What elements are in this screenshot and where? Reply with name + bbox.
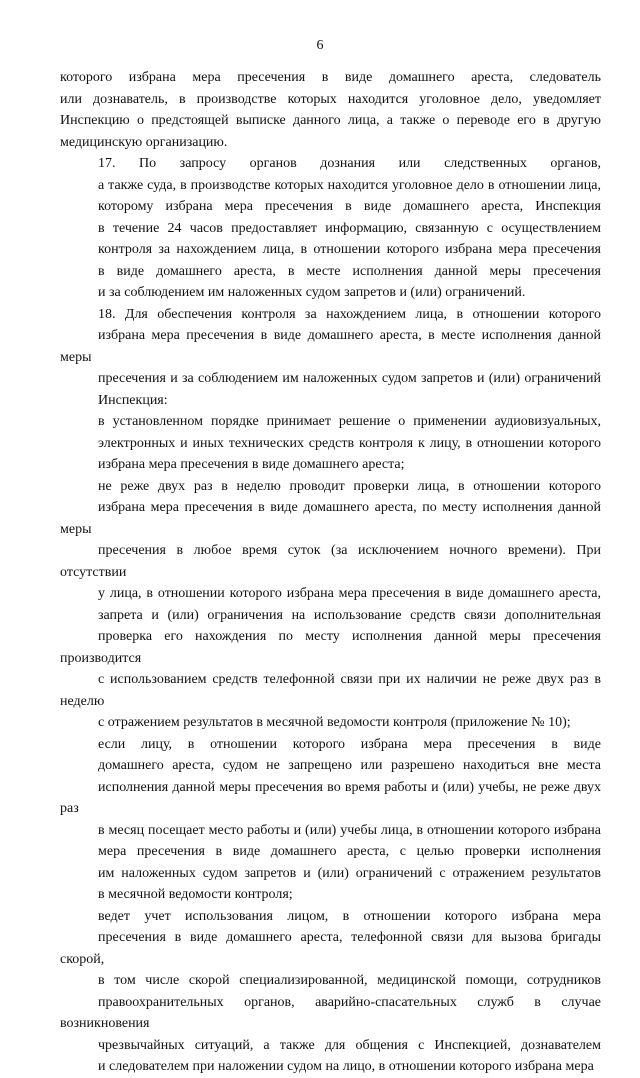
text-line: а также суда, в производстве которых находится уголовное дело в отношении лица, [98,177,601,193]
text-line: не реже двух раз в неделю проводит проверки лица, в отношении которого [98,478,601,494]
text-line: которого избрана мера пресечения в виде домашнего ареста, следователь [60,70,601,85]
paragraph [60,734,601,906]
text-line: проверка его нахождения по месту исполнения данной меры пресечения производится [60,629,601,666]
text-line: электронных и иных технических средств контроля к лицу, в отношении которого [98,435,601,451]
text-line: в установленном порядке принимает решение о применении аудиовизуальных, [98,414,601,429]
text-line: Инспекцию о предстоящей выписке данного лица, а также о переводе его в другую [60,113,601,128]
text-line: и за соблюдением им наложенных судом запретов и (или) ограничений. [98,285,526,300]
text-line: с использованием средств телефонной связи при их наличии не реже двух раз в неделю [60,672,601,709]
paragraph [60,411,601,476]
text-line: запрета и (или) ограничения на использование средств связи дополнительная [98,607,601,623]
text-line: контроля за нахождением лица, в отношении которого избрана мера пресечения [98,242,601,257]
text-line: 18. Для обеспечения контроля за нахождением лица, в отношении которого [98,306,601,322]
text-line: правоохранительных органов, аварийно-спасательных служб в случае возникновения [60,994,601,1031]
text-line: пресечения и за соблюдением им наложенных судом запретов и (или) ограничений [98,371,601,386]
text-line: и следователем при наложении судом на лицо, в отношении которого избрана мера [98,1059,594,1074]
paragraph [60,67,601,153]
text-line: в том числе скорой специализированной, медицинской помощи, сотрудников [98,973,601,988]
text-line: домашнего ареста, судом не запрещено или разрешено находиться вне места [98,758,601,773]
document-body [60,67,601,1078]
text-line: в месяц посещает место работы и (или) учебы лица, в отношении которого избрана [98,822,601,838]
paragraph [60,153,601,304]
text-line: избрана мера пресечения в виде домашнего ареста; [98,457,405,472]
text-line: мера пресечения в виде домашнего ареста, с целью проверки исполнения [98,844,601,859]
text-line: если лицу, в отношении которого избрана мера пресечения в виде [98,736,601,752]
text-line: Инспекция: [98,392,168,408]
text-line: пресечения в виде домашнего ареста, телефонной связи для вызова бригады скорой, [60,930,601,967]
text-line: чрезвычайных ситуаций, а также для общения с Инспекцией, дознавателем [98,1037,601,1053]
text-line: в виде домашнего ареста, в месте исполнения данной меры пресечения [98,263,601,279]
text-line: которому избрана мера пресечения в виде домашнего ареста, Инспекция [98,199,601,214]
text-line: избрана мера пресечения в виде домашнего ареста, по месту исполнения данной меры [60,500,601,537]
text-line: с отражением результатов в месячной ведомости контроля (приложение № 10); [98,715,571,730]
text-line: или дознаватель, в производстве которых находится уголовное дело, уведомляет [60,91,601,107]
paragraph [60,906,601,1078]
text-line: пресечения в любое время суток (за исключением ночного времени). При отсутствии [60,543,601,580]
text-line: у лица, в отношении которого избрана мера пресечения в виде домашнего ареста, [98,586,601,601]
paragraph [60,304,601,412]
text-line: им наложенных судом запретов и (или) ограничений с отражением результатов [98,865,601,881]
text-line: медицинскую организацию. [60,134,228,150]
paragraph [60,476,601,734]
text-line: ведет учет использования лицом, в отношении которого избрана мера [98,908,601,924]
text-line: в месячной ведомости контроля; [98,887,293,902]
text-line: 17. По запросу органов дознания или следственных органов, [98,156,601,171]
text-line: исполнения данной меры пресечения во время работы и (или) учебы, не реже двух раз [60,779,601,816]
text-line: в течение 24 часов предоставляет информацию, связанную с осуществлением [98,220,601,236]
page-number: 6 [316,38,324,53]
text-line: избрана мера пресечения в виде домашнего ареста, в месте исполнения данной меры [60,328,601,365]
